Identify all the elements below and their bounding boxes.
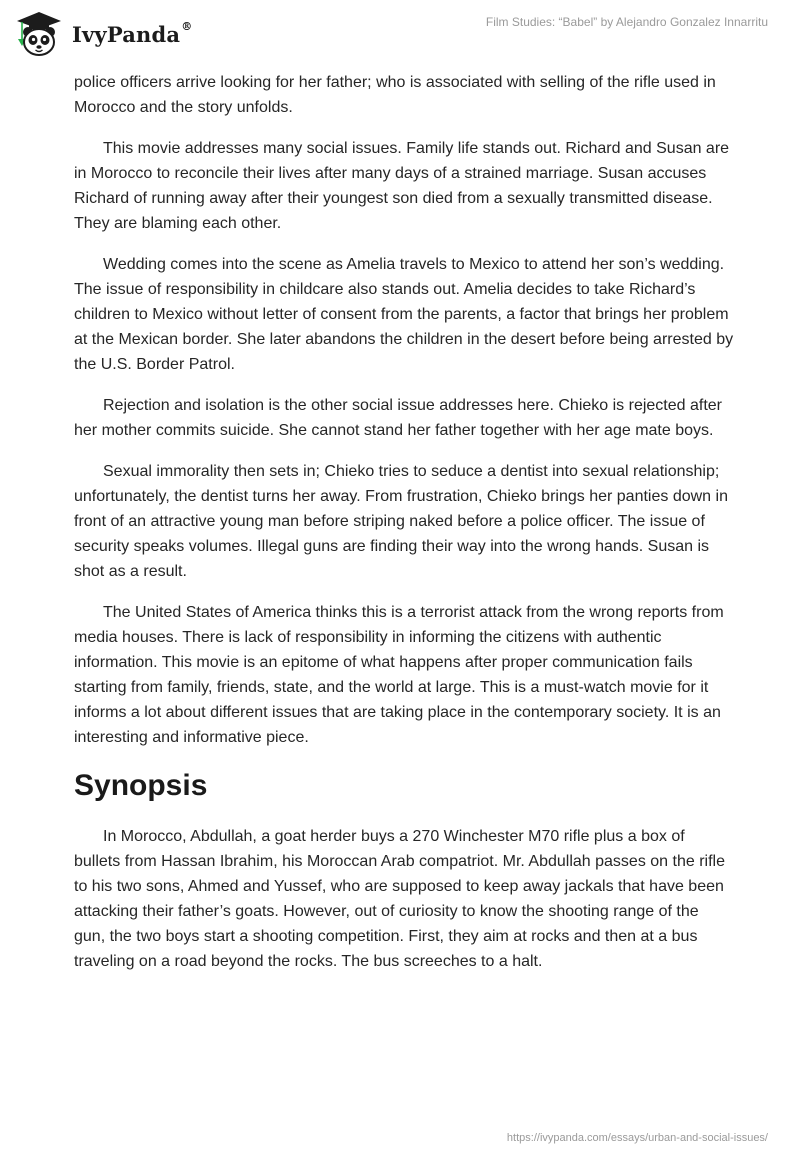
panda-graduate-icon [14, 9, 64, 59]
section-heading: Synopsis [74, 769, 208, 802]
essay-paragraph: Rejection and isolation is the other social issue addresses here. Chieko is rejected after her mother commits suicide. She cannot stand her father together with her age mate boys. [74, 397, 722, 439]
brand-name: IvyPanda® [72, 19, 193, 47]
essay-paragraph: The United States of America thinks this is a terrorist attack from the wrong reports from media houses. There is lack of responsibility in informing the citizens with authentic information. This movie is an epitome of what happens after proper communication fails starting from family, friends, state, and the world at large. This is a must-watch movie for it informs a lot about different issues that are taking place in the contemporary society. It is an interesting and informative piece. [74, 604, 724, 746]
essay-paragraph: Wedding comes into the scene as Amelia travels to Mexico to attend her son’s wedding. The issue of responsibility in childcare also stands out. Amelia decides to take Richard’s children to Mexico without letter of consent from the parents, a factor that brings her problem at the Mexican border. She later abandons the children in the desert before being arrested by the U.S. Border Patrol. [74, 256, 734, 373]
essay-content [74, 70, 734, 990]
essay-paragraph: In Morocco, Abdullah, a goat herder buys a 270 Winchester M70 rifle plus a box of bullets from Hassan Ibrahim, his Moroccan Arab compatriot. Mr. Abdullah passes on the rifle to his two sons, Ahmed and Yussef, who are supposed to keep away jackals that have been attacking their father’s goats. However, out of curiosity to know the shooting range of the gun, the two boys start a shooting competition. First, they aim at rocks and then at a bus traveling on a road beyond the rocks. The bus screeches to a halt. [74, 828, 725, 970]
source-url[interactable]: https://ivypanda.com/essays/urban-and-social-issues/ [506, 1132, 768, 1144]
document-title: Film Studies: “Babel” by Alejandro Gonzalez Innarritu [485, 15, 768, 29]
ivypanda-logo[interactable] [14, 8, 192, 60]
page-header [0, 0, 800, 70]
essay-paragraph: Sexual immorality then sets in; Chieko tries to seduce a dentist into sexual relationship; unfortunately, the dentist turns her away. From frustration, Chieko brings her panties down in front of an attractive young man before striping naked before a police officer. The issue of security speaks volumes. Illegal guns are finding their way into the wrong hands. Susan is shot as a result. [74, 463, 728, 580]
essay-paragraph: police officers arrive looking for her father; who is associated with selling of the rifle used in Morocco and the story unfolds. [74, 74, 716, 116]
essay-paragraph: This movie addresses many social issues. Family life stands out. Richard and Susan are in Morocco to reconcile their lives after many days of a strained marriage. Susan accuses Richard of running away after their youngest son died from a sexually transmitted disease. They are blaming each other. [74, 140, 730, 232]
